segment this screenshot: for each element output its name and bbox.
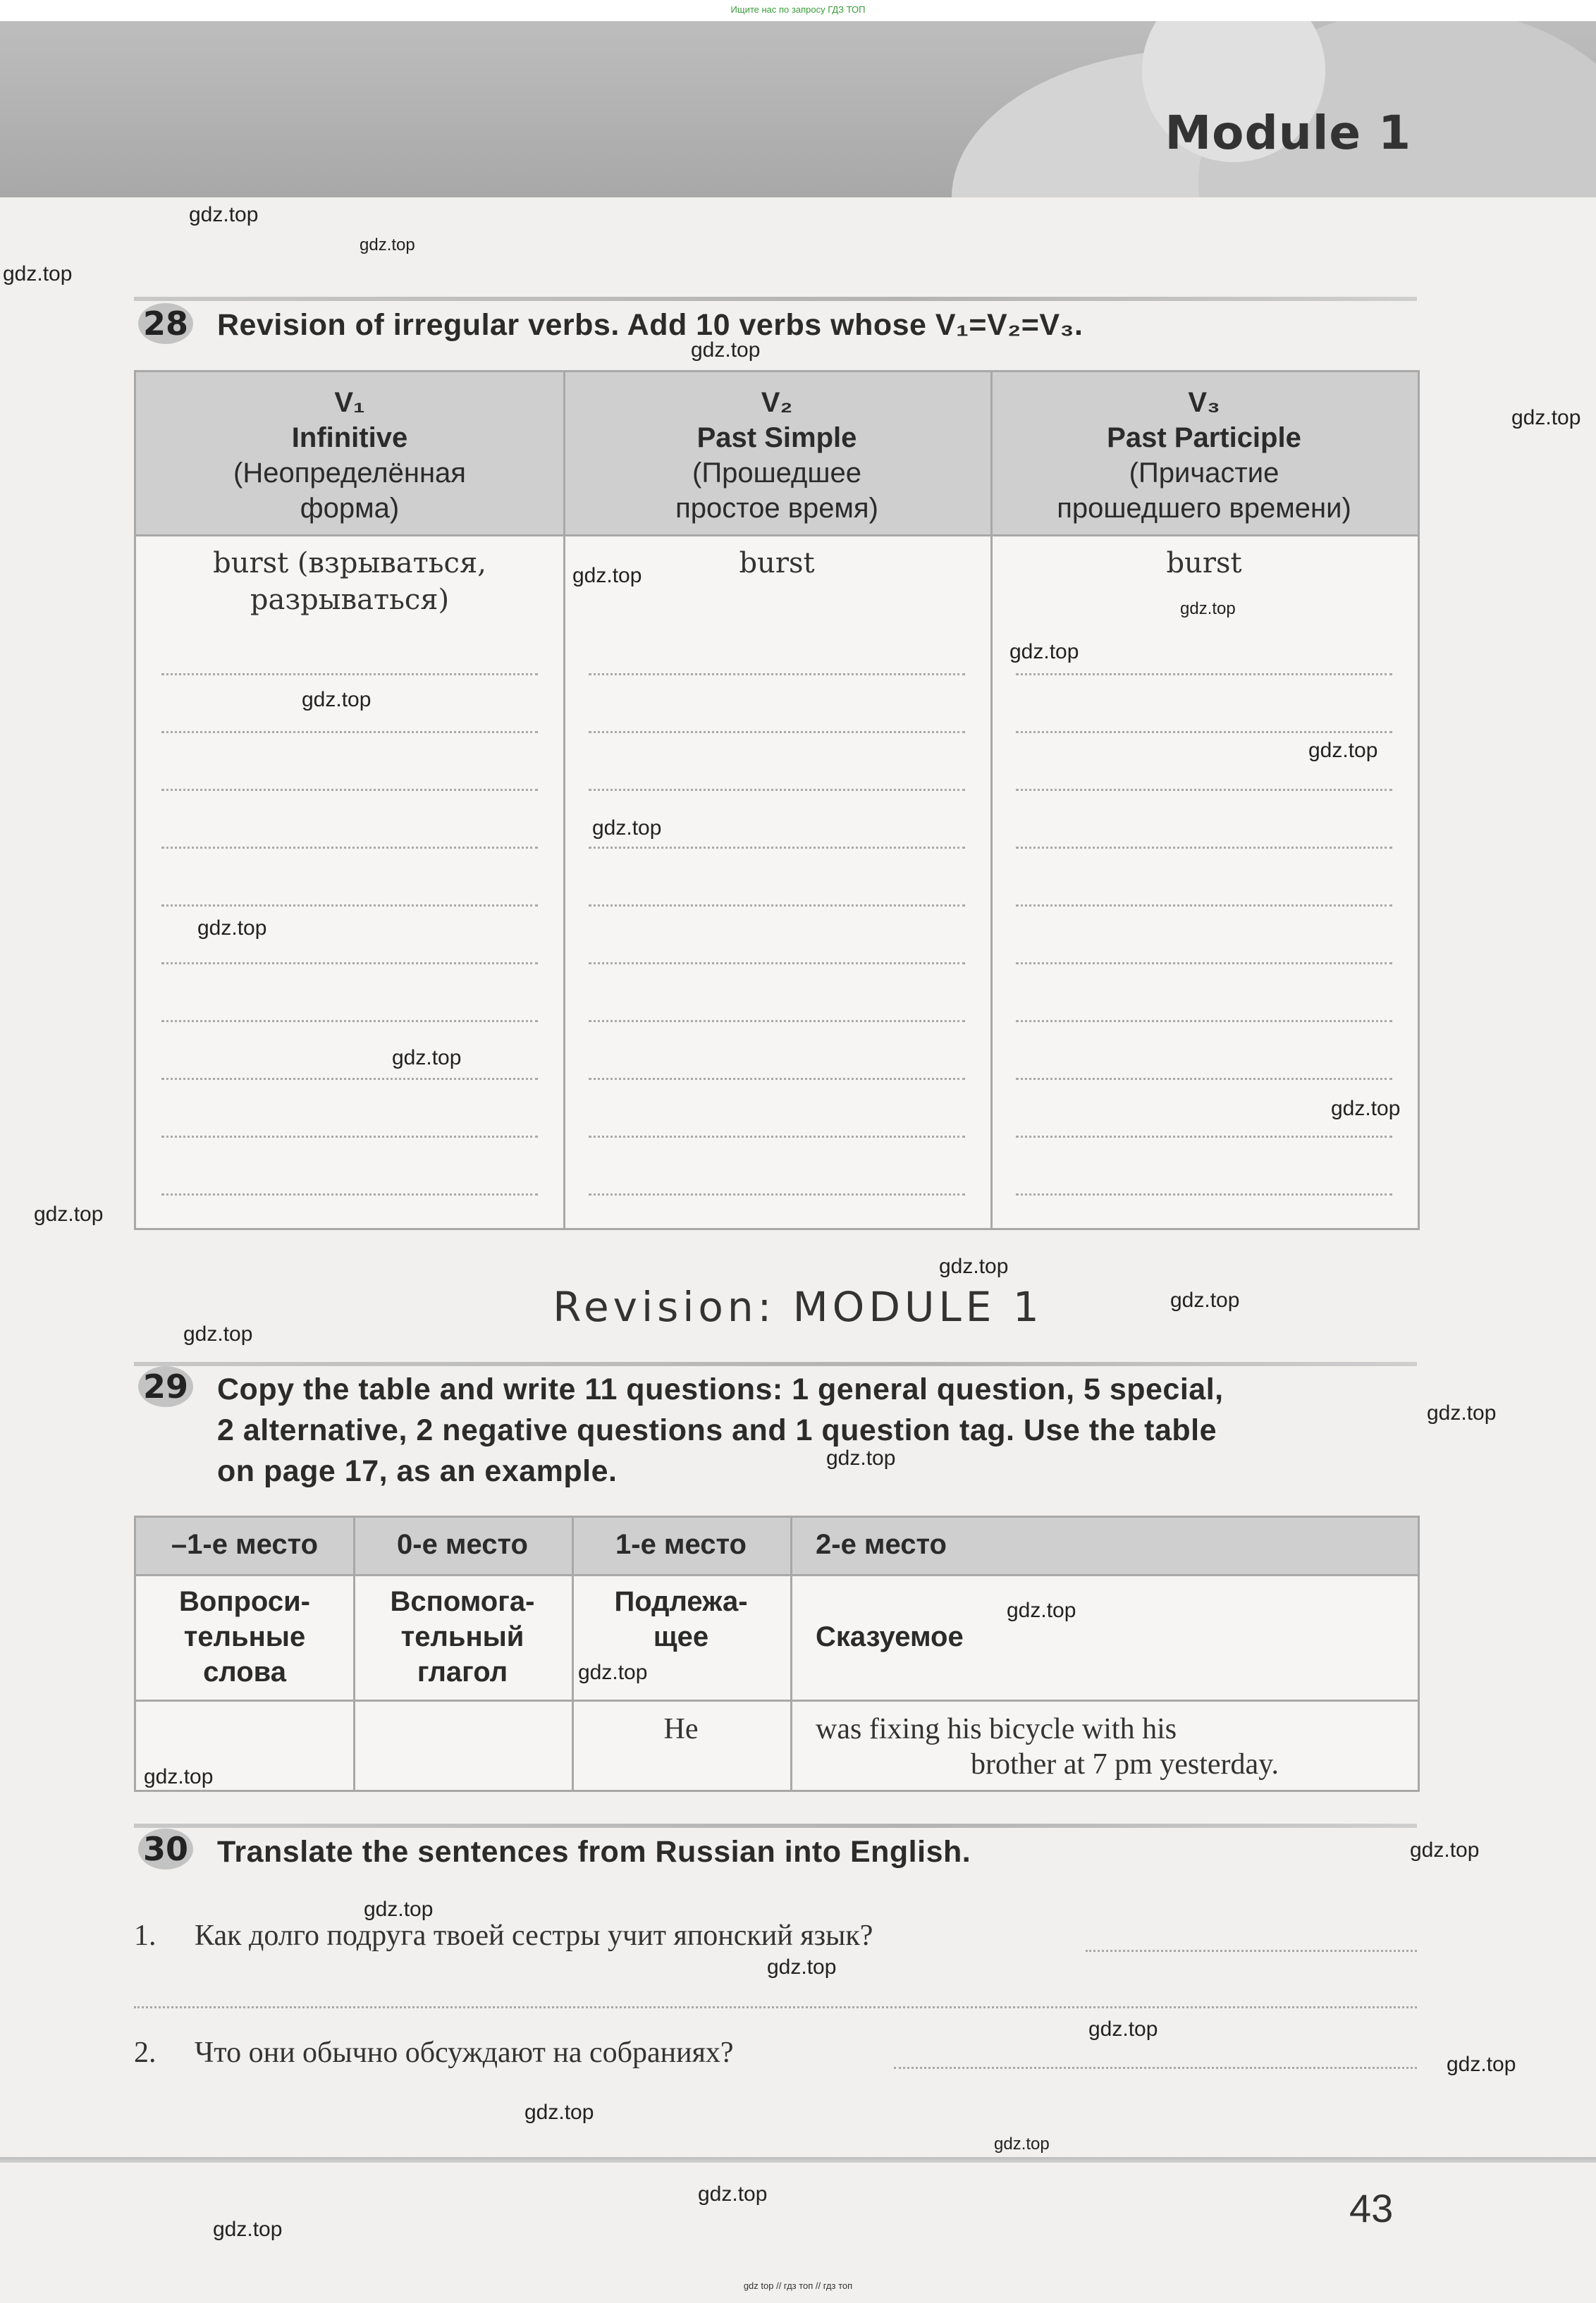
watermark[interactable]: gdz.top	[767, 1955, 837, 1979]
question-order-table	[134, 1516, 1420, 1792]
exercise-text-line: on page 17, as an example.	[217, 1454, 618, 1488]
watermark[interactable]: gdz.top	[34, 1203, 104, 1226]
cell-example-predicate: was fixing his bicycle with his	[816, 1713, 1177, 1745]
answer-line[interactable]	[161, 1078, 538, 1080]
watermark[interactable]: gdz.top	[939, 1255, 1009, 1278]
watermark[interactable]: gdz.top	[189, 203, 259, 226]
answer-line[interactable]	[1016, 1136, 1392, 1138]
top-note[interactable]: Ищите нас по запросу ГДЗ ТОП	[730, 4, 866, 15]
exercise-number: 29	[138, 1366, 193, 1407]
answer-line[interactable]	[134, 2006, 1417, 2008]
example-v1-line: burst (взрываться,	[213, 547, 486, 579]
answer-line[interactable]	[589, 1078, 965, 1080]
answer-line[interactable]	[1086, 1950, 1417, 1952]
watermark[interactable]: gdz.top	[1180, 599, 1236, 618]
column-header-ru: форма)	[300, 493, 400, 524]
answer-line[interactable]	[1016, 904, 1392, 907]
answer-line[interactable]	[589, 1020, 965, 1022]
watermark[interactable]: gdz.top	[1170, 1289, 1240, 1312]
header-place-minus1: –1-е место	[171, 1529, 319, 1560]
header-place-1: 1-е место	[615, 1529, 747, 1560]
revision-title: Revision: MODULE 1	[553, 1283, 1043, 1331]
divider	[136, 1574, 1418, 1576]
cell-line: щее	[653, 1621, 709, 1652]
exercise-number: 30	[138, 1829, 193, 1869]
answer-line[interactable]	[161, 962, 538, 964]
answer-line[interactable]	[589, 962, 965, 964]
watermark[interactable]: gdz.top	[213, 2218, 283, 2241]
watermark[interactable]: gdz.top	[698, 2182, 768, 2206]
watermark[interactable]: gdz.top	[197, 916, 267, 940]
answer-line[interactable]	[589, 673, 965, 675]
page-number: 43	[1349, 2186, 1394, 2230]
answer-line[interactable]	[1016, 962, 1392, 964]
watermark[interactable]: gdz.top	[1511, 406, 1581, 429]
exercise-text-line: 2 alternative, 2 negative questions and 1 question tag. Use the table	[217, 1413, 1217, 1447]
watermark[interactable]: gdz.top	[1410, 1838, 1480, 1862]
answer-line[interactable]	[589, 789, 965, 791]
cell-auxiliary-verb	[353, 1584, 572, 1690]
module-title: Module 1	[1165, 106, 1411, 160]
answer-line[interactable]	[589, 731, 965, 733]
example-v3: burst	[1166, 547, 1242, 579]
watermark[interactable]: gdz.top	[578, 1661, 648, 1684]
cell-line: Вопроси-	[179, 1586, 310, 1617]
answer-line[interactable]	[161, 904, 538, 907]
cell-line: тельные	[183, 1621, 306, 1652]
divider	[136, 1700, 1418, 1702]
footer-rule	[0, 2157, 1596, 2163]
watermark[interactable]: gdz.top	[302, 688, 372, 711]
watermark[interactable]: gdz.top	[1009, 640, 1079, 663]
answer-line[interactable]	[1016, 847, 1392, 849]
watermark[interactable]: gdz.top	[183, 1322, 253, 1346]
column-header-label: V₃	[1188, 387, 1220, 418]
watermark[interactable]: gdz.top	[360, 235, 415, 254]
exercise-title: Revision of irregular verbs. Add 10 verbs whose V₁=V₂=V₃.	[217, 308, 1084, 342]
watermark[interactable]: gdz.top	[144, 1765, 214, 1788]
column-header-label: V₂	[761, 387, 793, 418]
watermark[interactable]: gdz.top	[364, 1898, 434, 1921]
sentence-number: 2.	[134, 2037, 156, 2069]
watermark[interactable]: gdz.top	[691, 338, 761, 362]
exercise-text-line: Copy the table and write 11 questions: 1 general question, 5 special,	[217, 1372, 1224, 1406]
cell-subject	[572, 1584, 790, 1654]
watermark[interactable]: gdz.top	[524, 2101, 594, 2124]
column-header-ru: (Неопределённая	[233, 457, 466, 489]
cell-predicate: Сказуемое	[816, 1621, 964, 1652]
example-v2: burst	[739, 547, 815, 579]
column-header-ru: (Причастие	[1129, 457, 1279, 489]
watermark[interactable]: gdz.top	[994, 2135, 1050, 2154]
answer-line[interactable]	[1016, 731, 1392, 733]
answer-line[interactable]	[589, 847, 965, 849]
watermark[interactable]: gdz.top	[572, 564, 642, 587]
answer-line[interactable]	[161, 789, 538, 791]
irregular-verbs-table	[134, 370, 1420, 1230]
watermark[interactable]: gdz.top	[392, 1046, 462, 1069]
answer-line[interactable]	[589, 1136, 965, 1138]
cell-line: глагол	[417, 1657, 508, 1688]
watermark[interactable]: gdz.top	[1447, 2053, 1516, 2076]
answer-line[interactable]	[161, 1020, 538, 1022]
section-rule	[134, 1362, 1417, 1366]
column-header-name: Infinitive	[291, 422, 408, 453]
section-rule	[134, 1824, 1417, 1828]
answer-line[interactable]	[1016, 673, 1392, 675]
column-header-name: Past Participle	[1107, 422, 1301, 453]
answer-line[interactable]	[589, 904, 965, 907]
watermark[interactable]: gdz.top	[592, 816, 662, 840]
watermark[interactable]: gdz.top	[826, 1447, 896, 1470]
watermark[interactable]: gdz.top	[3, 262, 73, 285]
column-header-ru: прошедшего времени)	[1057, 493, 1351, 524]
header-place-2: 2-е место	[816, 1529, 947, 1560]
answer-line[interactable]	[161, 1136, 538, 1138]
answer-line[interactable]	[1016, 1020, 1392, 1022]
cell-line: Вспомога-	[390, 1586, 535, 1617]
header-place-0: 0-е место	[397, 1529, 528, 1560]
exercise-title: Translate the sentences from Russian into English.	[217, 1835, 971, 1869]
watermark[interactable]: gdz.top	[1308, 739, 1378, 762]
watermark[interactable]: gdz.top	[1007, 1599, 1076, 1622]
answer-line[interactable]	[1016, 789, 1392, 791]
sentence-number: 1.	[134, 1920, 156, 1952]
column-header-ru: (Прошедшее	[692, 457, 861, 489]
sentence-text: Что они обычно обсуждают на собраниях?	[195, 2037, 734, 2069]
answer-line[interactable]	[161, 1193, 538, 1196]
cell-line: слова	[203, 1657, 286, 1688]
answer-line[interactable]	[894, 2067, 1417, 2069]
cell-example-subject: He	[663, 1713, 699, 1745]
answer-line[interactable]	[161, 847, 538, 849]
answer-line[interactable]	[1016, 1078, 1392, 1080]
column-header-ru: простое время)	[675, 493, 878, 524]
section-rule	[134, 297, 1417, 301]
answer-line[interactable]	[161, 673, 538, 675]
cell-line: Подлежа-	[614, 1586, 748, 1617]
cell-line: тельный	[400, 1621, 524, 1652]
watermark[interactable]: gdz.top	[1331, 1097, 1401, 1120]
column-divider	[790, 1518, 792, 1790]
sentence-text: Как долго подруга твоей сестры учит японский язык?	[195, 1920, 873, 1952]
answer-line[interactable]	[589, 1193, 965, 1196]
cell-example-predicate: brother at 7 pm yesterday.	[971, 1748, 1279, 1781]
watermark[interactable]: gdz.top	[1427, 1401, 1497, 1425]
answer-line[interactable]	[1016, 1193, 1392, 1196]
bottom-note[interactable]: gdz top // гдз топ // гдз топ	[743, 2280, 853, 2291]
example-v1-line: разрываться)	[250, 584, 450, 616]
watermark[interactable]: gdz.top	[1088, 2018, 1158, 2041]
answer-line[interactable]	[161, 731, 538, 733]
cell-question-words	[136, 1584, 353, 1690]
answer-lines	[136, 372, 1418, 1228]
column-header-label: V₁	[334, 387, 365, 418]
column-header-name: Past Simple	[696, 422, 857, 453]
exercise-number: 28	[138, 303, 193, 344]
